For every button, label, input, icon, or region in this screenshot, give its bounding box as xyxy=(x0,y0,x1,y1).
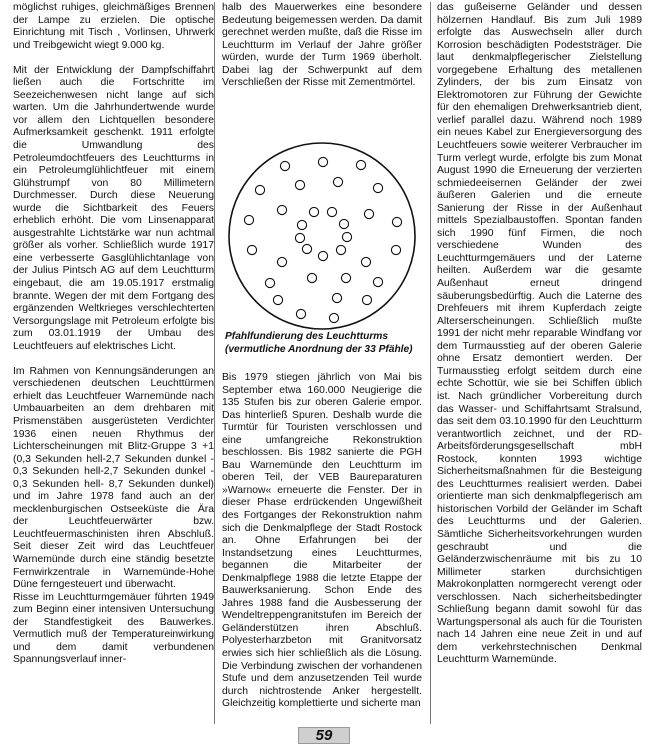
pile-circle xyxy=(295,233,304,242)
pile-circle xyxy=(342,232,351,241)
pile-circle xyxy=(302,244,311,253)
pile-circle xyxy=(255,185,264,194)
text-column-3 xyxy=(430,2,642,724)
pile-circle xyxy=(361,257,370,266)
paragraph: möglichst ruhiges, gleichmäßiges Brennen der Lampe zu erzielen. Die optische Einrichtung mit Tisch , Vorlinsen, Uhrwerk und Treibgewicht wiegt 9.000 kg. xyxy=(13,2,214,51)
pile-circle xyxy=(307,273,316,282)
foundation-outer-circle xyxy=(229,143,415,329)
paragraph: Im Rahmen von Kennungsänderungen an verschiedenen deutschen Leuchttürmen erhielt das Leuchtfeuer Warnemünde nach Umbauarbeiten an dem drehbaren mit Prismenstäben ausgerüsteten Verdichter 1936 einen neuen Rhythmus der Lichterscheinungen mit Blitz-Gruppe 3 +1 (0,3 Sekunden hell-2,7 Sekunden dunkel - 0,3 Sekunden hell-2,7 Sekunden dunkel - 0,3 Sekunden hell- 8,7 Sekunden dunkel) und im Jahre 1978 fand auch an der mecklenburgischen Ostseeküste die Ära der Leuchtfeuerwärter bzw. Leuchtfeuermaschinisten ihren Abschluß. Seit dieser Zeit wird das Leuchtfeuer Warnemünde durch eine ständig besetzte Fernwirkzentrale in Warnemünde-Hohe Düne ferngesteuert und überwacht. xyxy=(13,365,214,591)
pile-circle xyxy=(297,220,306,229)
pile-circle xyxy=(273,295,282,304)
pile-circle xyxy=(333,177,342,186)
pile-circle xyxy=(341,273,350,282)
figure-caption: Pfahlfundierung des Leuchtturms (vermutliche Anordnung der 33 Pfähle) xyxy=(225,331,413,355)
pile-circle xyxy=(373,183,382,192)
pile-circle xyxy=(277,205,286,214)
pile-group xyxy=(244,157,401,322)
pile-circle xyxy=(339,219,348,228)
paragraph: Bis 1979 stiegen jährlich von Mai bis September etwa 160.000 Neugierige die 135 Stufen bis zur oberen Galerie empor. Das hinterließ Spuren. Deshalb wurde die Turmtür für Touristen verschlossen und eine umfangreiche Rekonstruktion beschlossen. Bis 1982 sanierte die PGH Bau Warnemünde den Leuchtturm im oberen Teil, der VEB Baureparaturen »Warnow« erneuerte die Fenster. Der in dieser Phase erdrückenden Ungewißheit des Fortganges der Rekonstruktion nahm sich die Denkmalpflege der Stadt Rostock an. Ohne Erfahrungen bei der Instandsetzung eines Leuchtturmes, begannen die Mitarbeiter der Denkmalpflege 1988 die letzte Etappe der Bauwerksanierung. Schon Ende des Jahres 1988 fand die Ausbesserung der Wendeltreppengranitstufen im Bereich der Geländerstützen ihren Abschluß. Polyesterharzbeton mit Granitvorsatz erwies sich hier schließlich als die Lösung. Die Verbindung zwischen der vorhandenen Stufe und dem anzusetzenden Teil wurde durch nichtrostende Anker hergestellt. Gleichzeitig komplettierte und sicherte man xyxy=(222,372,422,710)
pile-circle xyxy=(327,207,336,216)
text-column-1 xyxy=(13,2,215,724)
pile-circle xyxy=(318,157,327,166)
pile-circle xyxy=(373,277,382,286)
pile-circle xyxy=(280,161,289,170)
pile-circle xyxy=(309,207,318,216)
pile-circle xyxy=(336,245,345,254)
pile-circle xyxy=(329,313,338,322)
pile-circle xyxy=(296,309,305,318)
pile-circle xyxy=(277,257,286,266)
pile-circle xyxy=(392,217,401,226)
pile-circle xyxy=(364,209,373,218)
pile-circle xyxy=(362,295,371,304)
pile-circle xyxy=(247,245,256,254)
pile-foundation-diagram xyxy=(226,140,418,332)
pile-circle xyxy=(265,278,274,287)
paragraph: halb des Mauerwerkes eine besondere Bedeutung beigemessen werden. Da damit gerechnet werden mußte, daß die Risse im Leuchtturm im Verlauf der Jahre größer würden, wurde der Turm 1969 überholt. Dabei lag der Schwerpunkt auf dem Verschließen der Risse mit Zementmörtel. xyxy=(222,2,422,89)
page-number: 59 xyxy=(298,727,350,744)
paragraph: Risse im Leuchtturmgemäuer führten 1949 zum Beginn einer intensiven Untersuchung der Standfestigkeit des Bauwerkes. Vermutlich muß der Temperatureinwirkung und dem damit verbundenen Spannungsverlauf inner- xyxy=(13,591,214,666)
pile-circle xyxy=(318,251,327,260)
paragraph: Mit der Entwicklung der Dampfschiffahrt ließen auch die Fortschritte im Seezeichenwesen nicht lange auf sich warten. Um die Jahrhundertwende wurde vor allem den Lichtquellen besondere Aufmerksamkeit geschenkt. 1911 erfolgte die Umwandlung des Petroleumdochtfeuers des Leuchtturms in ein Petroleumglühlichtfeuer mit einem Glühstrumpf von 80 Millimetern Durchmesser. Durch diese Neuerung wurde die Sichtbarkeit des Feuers erheblich erhöht. Die vom Linsenapparat ausgestrahlte Lichtstärke war nun achtmal größer als vorher. Schließlich wurde 1917 eine verbesserte Gasglühlichtanlage von der Julius Pintsch AG auf dem Leuchtturm eingebaut, die am 19.05.1917 erstmalig brannte. Wegen der mit dem Fortgang des ergänzenden Weltkrieges verschlechterten Versorgungslage mit Petroleum erfolgte bis zum 03.01.1919 der Umbau des Leuchtfeuers auf elektrisches Licht. xyxy=(13,64,214,352)
pile-circle xyxy=(391,245,400,254)
text-column-2-bottom xyxy=(222,372,422,724)
pile-circle xyxy=(332,293,341,302)
paragraph: das gußeiserne Geländer und dessen hölzernen Handlauf. Bis zum Juli 1989 erfolgte das Auswechseln aller durch Korrosion beschädigten Podeststräger. Die laut denkmalpflegerischer Zielstellung vorgegebene Erhaltung des metallenen Zylinders, der bis zum Einsatz von Elektromotoren zur Führung der Gewichte für den ehemaligen Drehwerksantrieb dient, verlief parallel dazu. Während noch 1989 ein neues Kabel zur Energieversorgung des Leuchtfeuers sowie weiterer Verbraucher im Turm verlegt wurde, erfolgte bis zum Monat August 1990 die Erneuerung der verzierten schmiedeeisernen Geländer der zwei äußeren Galerien und die erneute Sanierung der Risse in der Außenhaut mittels Spezialbaustoffen. Spontan fanden sich 1990 fünf Firmen, die noch verschiedene Wunden des Leuchtturmgemäuers und der Laterne heilten. Außerdem war die gesamte Außenhaut erneut dringend säuberungsbedürftig. Auch die Laterne des Drehfeuers mit ihrem Kupferdach zeigte Alterserscheinungen. Schließlich mußte 1991 der nicht mehr reparable Windfang vor dem Turmausstieg auf der oberen Galerie ohne Ersatz demontiert werden. Der Turmausstieg erfolgt seitdem durch eine echte Schottür, wie sie bei Schiffen üblich ist. Nach gründlicher Vorbereitung durch das Wasser- und Schiffahrtsamt Stralsund, das seit dem 03.10.1990 für den Leuchtturm verantwortlich zeichnet, und der RD-Arbeitsförderungsgesellschaft mbH Rostock, konnten 1993 wichtige Sicherheitsmaßnahmen für die Besteigung des Leuchtturmes realisiert werden. Dabei orientierte man sich denkmalpflegerisch am historischen Vorbild der Geländer im Schaft des Leuchtturms und der Galerien. Sämtliche Sicherheitsvorkehrungen wurden geschraubt und die Geländerzwischenräume mit bis zu 10 Millimeter starken durchsichtigen Makrokonplatten normgerecht verengt oder verschlossen. Nach sicherheitsbedingter Schließung begann damit sowohl für das Wartungspersonal als auch für die Touristen nach 14 Jahren eine neue Zeit in und auf dem verkehrstechnischen Denkmal Leuchtturm Warnemünde. xyxy=(437,2,642,666)
pile-circle xyxy=(356,160,365,169)
pile-circle xyxy=(295,180,304,189)
text-column-2-top xyxy=(222,2,422,142)
pile-circle xyxy=(244,215,253,224)
